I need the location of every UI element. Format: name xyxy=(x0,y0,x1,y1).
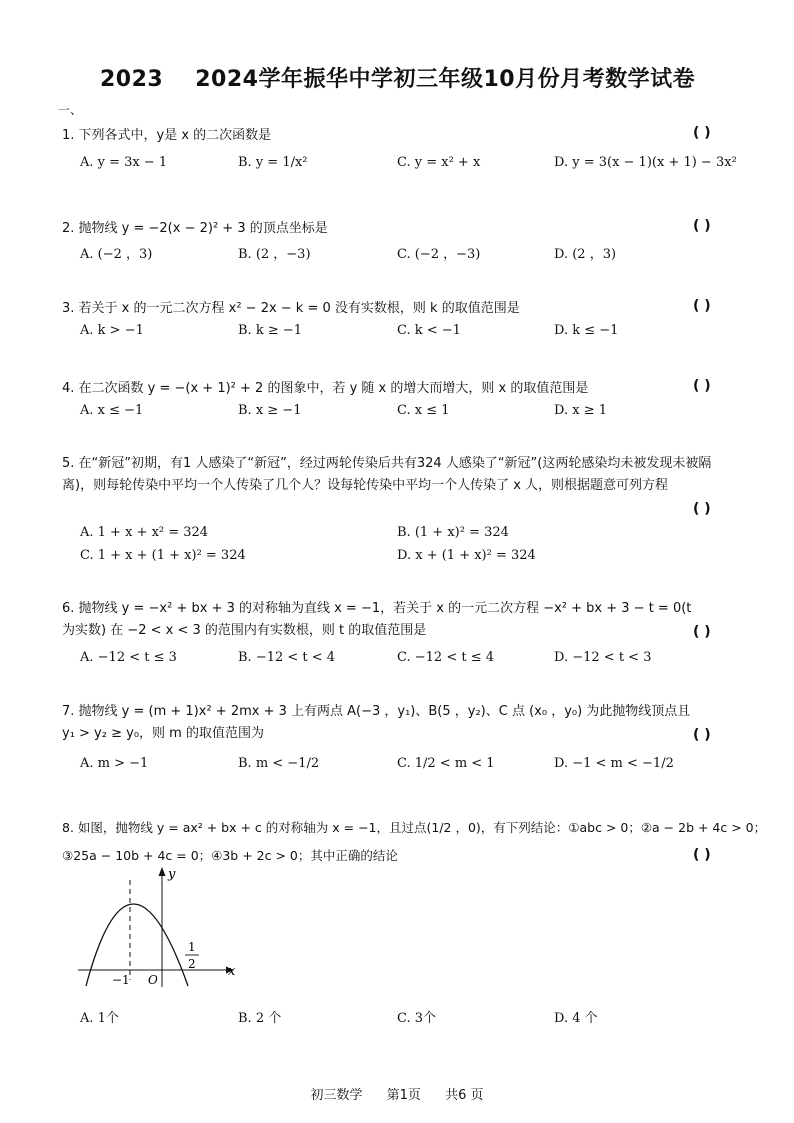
q7-option-d: D. −1 < m < −1/2 xyxy=(554,756,674,771)
q8-option-a: A. 1个 xyxy=(80,1011,119,1026)
q6-option-d: D. −12 < t < 3 xyxy=(554,650,652,665)
origin-label: O xyxy=(148,973,158,987)
q2-option-c: C. (−2 ，−3) xyxy=(397,247,481,262)
neg-one-label: −1 xyxy=(112,973,130,987)
answer-paren-1: ( ) xyxy=(693,125,711,141)
footer-subject: 初三数学 xyxy=(310,1088,363,1103)
q4-option-c: C. x ≤ 1 xyxy=(397,403,450,418)
q1-option-c: C. y = x² + x xyxy=(397,155,481,170)
footer-total: 共6 页 xyxy=(445,1088,484,1103)
q5-option-c: C. 1 + x + (1 + x)² = 324 xyxy=(80,548,246,563)
footer-page: 第1页 xyxy=(386,1088,421,1103)
q2-option-d: D. (2 ，3) xyxy=(554,247,617,262)
x-axis-label: x xyxy=(228,964,236,979)
question-4-stem: 4. 在二次函数 y = −(x + 1)² + 2 的图象中，若 y 随 x 的增大而增大，则 x 的取值范围是 xyxy=(62,381,589,396)
q7-option-a: A. m > −1 xyxy=(80,756,149,771)
q2-option-a: A. (−2 ，3) xyxy=(80,247,153,262)
q4-option-a: A. x ≤ −1 xyxy=(80,403,144,418)
question-5-stem: 5. 在“新冠”初期，有1 人感染了“新冠”，经过两轮传染后共有324 人感染了“新冠”(这两轮感染均未被发现未被隔离)，则每轮传染中平均一个人传染了几个人？设每轮传染中平均一个人传染了 x 人，则根据题意可列方程 xyxy=(62,456,712,493)
parabola-graph xyxy=(78,862,248,992)
q6-option-b: B. −12 < t < 4 xyxy=(238,650,336,665)
half-denominator: 2 xyxy=(188,957,196,971)
q1-option-a: A. y = 3x − 1 xyxy=(80,155,168,170)
answer-paren-2: ( ) xyxy=(693,218,711,234)
question-8-stem-line2: ③25a − 10b + 4c = 0；④3b + 2c > 0；其中正确的结论 xyxy=(62,848,398,863)
question-7-stem: 7. 抛物线 y = (m + 1)x² + 2mx + 3 上有两点 A(−3 ，y₁)、B(5 ，y₂)、C 点 (x₀ ，y₀) 为此抛物线顶点且 y₁ > y₂ ≥ y₀，则 m 的取值范围为 xyxy=(62,704,691,741)
answer-paren-4: ( ) xyxy=(693,378,711,394)
y-axis-arrow xyxy=(159,867,166,876)
title-year-end: 2024 xyxy=(195,67,259,92)
q2-option-b: B. (2 ，−3) xyxy=(238,247,311,262)
q8-option-b: B. 2 个 xyxy=(238,1011,282,1026)
q4-option-b: B. x ≥ −1 xyxy=(238,403,302,418)
q8-option-d: D. 4 个 xyxy=(554,1011,598,1026)
question-6-stem: 6. 抛物线 y = −x² + bx + 3 的对称轴为直线 x = −1，若关于 x 的一元二次方程 −x² + bx + 3 − t = 0(t 为实数) 在 −2 < x < 3 的范围内有实数根，则 t 的取值范围是 xyxy=(62,601,692,638)
q1-option-d: D. y = 3(x − 1)(x + 1) − 3x² xyxy=(554,155,737,170)
q3-option-c: C. k < −1 xyxy=(397,323,461,338)
q8-option-c: C. 3个 xyxy=(397,1011,437,1026)
q6-option-a: A. −12 < t ≤ 3 xyxy=(80,650,177,665)
q4-option-d: D. x ≥ 1 xyxy=(554,403,607,418)
answer-paren-6: ( ) xyxy=(693,624,711,640)
question-1-stem: 1. 下列各式中，y是 x 的二次函数是 xyxy=(62,128,272,143)
section-label: 一、 xyxy=(58,103,83,117)
y-axis-label: y xyxy=(168,867,176,882)
q5-option-b: B. (1 + x)² = 324 xyxy=(397,525,509,540)
title-year-start: 2023 xyxy=(100,67,164,92)
page-footer xyxy=(0,1084,794,1103)
page-title xyxy=(100,62,695,93)
title-text: 学年振华中学初三年级10月份月考数学试卷 xyxy=(258,67,696,92)
q3-option-a: A. k > −1 xyxy=(80,323,144,338)
question-2-stem: 2. 抛物线 y = −2(x − 2)² + 3 的顶点坐标是 xyxy=(62,221,328,236)
q3-option-b: B. k ≥ −1 xyxy=(238,323,303,338)
q6-option-c: C. −12 < t ≤ 4 xyxy=(397,650,494,665)
answer-paren-5: ( ) xyxy=(693,501,711,517)
answer-paren-3: ( ) xyxy=(693,298,711,314)
parabola-curve xyxy=(86,904,188,986)
q7-option-c: C. 1/2 < m < 1 xyxy=(397,756,495,771)
q7-option-b: B. m < −1/2 xyxy=(238,756,320,771)
question-3-stem: 3. 若关于 x 的一元二次方程 x² − 2x − k = 0 没有实数根，则 k 的取值范围是 xyxy=(62,301,520,316)
q1-option-b: B. y = 1/x² xyxy=(238,155,308,170)
q5-option-a: A. 1 + x + x² = 324 xyxy=(80,525,209,540)
answer-paren-7: ( ) xyxy=(693,727,711,743)
q5-option-d: D. x + (1 + x)² = 324 xyxy=(397,548,536,563)
answer-paren-8: ( ) xyxy=(693,847,711,863)
q3-option-d: D. k ≤ −1 xyxy=(554,323,619,338)
half-numerator: 1 xyxy=(188,940,196,954)
question-8-stem-line1: 8. 如图，抛物线 y = ax² + bx + c 的对称轴为 x = −1，且过点(1/2 ，0)，有下列结论：①abc > 0；②a − 2b + 4c > 0； xyxy=(62,820,767,835)
